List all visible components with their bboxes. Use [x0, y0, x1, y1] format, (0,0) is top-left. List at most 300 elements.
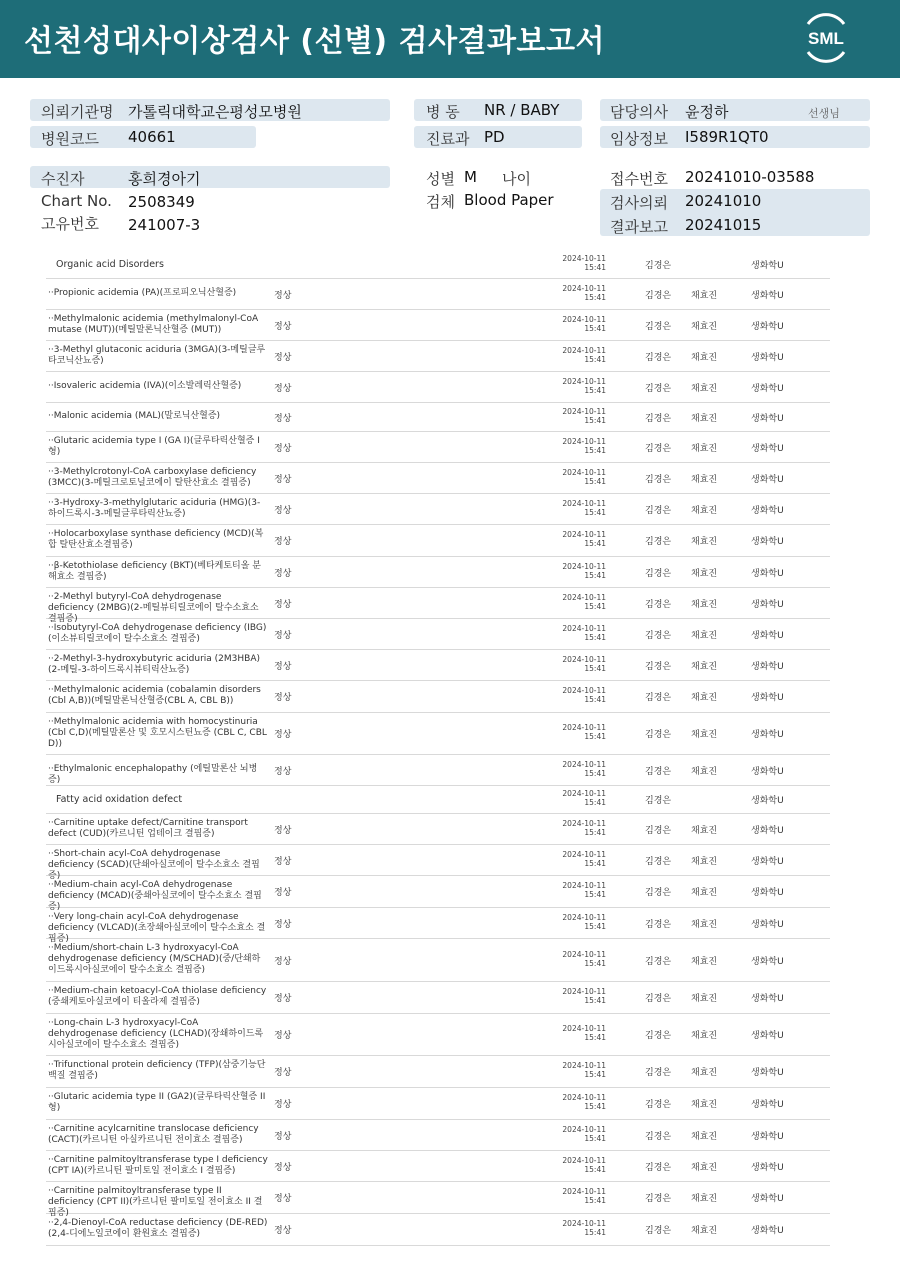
- test-result: 정상: [274, 1162, 292, 1173]
- reporter-name: 김경은: [645, 505, 672, 516]
- table-row: [46, 1213, 830, 1246]
- verifier-name: 채효진: [691, 856, 718, 867]
- lab-section: 생화학U: [751, 1131, 784, 1142]
- result-date: 2024-10-11: [562, 789, 606, 798]
- lab-section: 생화학U: [751, 321, 784, 332]
- result-time: 15:41: [584, 890, 606, 899]
- lab-section: 생화학U: [751, 568, 784, 579]
- test-name: ··3-Methylcrotonyl-CoA carboxylase deficiency (3MCC)(3-메틸크로토닐코에이 탈탄산효소 결핍증): [48, 466, 257, 488]
- lab-section: 생화학U: [751, 888, 784, 898]
- result-time: 15:41: [584, 768, 606, 778]
- table-row: [46, 712, 830, 755]
- result-datetime: [556, 1219, 606, 1237]
- test-name: Organic acid Disorders: [56, 258, 164, 270]
- result-time: 15:41: [584, 539, 606, 548]
- doctor-suffix: 선생님: [808, 107, 840, 120]
- test-result: 정상: [274, 1226, 292, 1236]
- result-datetime: [556, 1024, 606, 1042]
- test-name: ··Carnitine acylcarnitine translocase deficiency (CACT)(카르니틴 아실카르니틴 전이효소 결핍증): [48, 1123, 259, 1145]
- result-datetime: [556, 468, 606, 486]
- test-result: 정상: [274, 599, 292, 610]
- result-date: 2024-10-11: [562, 759, 606, 769]
- test-name: ··Isovaleric acidemia (IVA)(이소발레릭산혈증): [48, 381, 242, 391]
- result-time: 15:41: [584, 415, 606, 425]
- verifier-name: 채효진: [691, 321, 718, 332]
- test-result: 정상: [274, 630, 292, 641]
- verifier-name: 채효진: [691, 630, 718, 641]
- test-result: 정상: [274, 1031, 292, 1041]
- result-time: 15:41: [584, 1033, 606, 1042]
- verifier-name: 채효진: [691, 956, 718, 967]
- table-row: [46, 649, 830, 681]
- reporter-name: 김경은: [645, 1131, 672, 1142]
- chart-value: 2508349: [128, 193, 195, 211]
- reporter-name: 김경은: [645, 919, 672, 930]
- table-row: [46, 587, 830, 624]
- result-date: 2024-10-11: [562, 1219, 606, 1228]
- specimen-label: 검체: [426, 193, 455, 211]
- test-name: ··Medium-chain ketoacyl-CoA thiolase deficiency (중쇄케토아실코에이 티올라제 결핍증): [48, 986, 267, 1007]
- verifier-name: 채효진: [691, 919, 718, 930]
- lab-section: 생화학U: [751, 505, 784, 516]
- verifier-name: 채효진: [691, 505, 718, 516]
- result-datetime: [556, 593, 606, 611]
- lab-section: 생화학U: [751, 1068, 784, 1078]
- test-name: ··Carnitine palmitoyltransferase type II deficiency (CPT II)(카르니틴 팔미토일 전이효소 II 결핍증): [48, 1186, 263, 1218]
- dept-value: PD: [484, 128, 505, 146]
- table-row: [46, 938, 830, 982]
- result-date: 2024-10-11: [562, 1093, 606, 1102]
- lab-section: 생화학U: [751, 766, 784, 777]
- test-result: 정상: [274, 383, 292, 394]
- table-row: [46, 680, 830, 713]
- result-datetime: [556, 950, 606, 968]
- result-time: 15:41: [584, 695, 606, 704]
- test-name: ··Malonic acidemia (MAL)(말로닉산혈증): [48, 411, 221, 421]
- test-name: ··Medium/short-chain L-3 hydroxyacyl-CoA dehydrogenase deficiency (M/SCHAD)(중/단쇄하이드록시아실코에이 탈수소효소 결핍증): [48, 943, 261, 975]
- verifier-name: 채효진: [691, 568, 718, 579]
- test-name: ··Ethylmalonic encephalopathy (에틸말론산 뇌병증): [48, 764, 258, 785]
- verifier-name: 채효진: [691, 1031, 718, 1041]
- table-row: [46, 844, 830, 881]
- verifier-name: 채효진: [691, 661, 718, 672]
- lab-section: 생화학U: [751, 383, 784, 394]
- verifier-name: 채효진: [691, 766, 718, 777]
- test-result: 정상: [274, 352, 292, 363]
- table-row: [46, 493, 830, 525]
- result-date: 2024-10-11: [562, 623, 606, 633]
- test-name: ··β-Ketothiolase deficiency (BKT)(베타케토티올 분해효소 결핍증): [48, 560, 261, 582]
- chart-label: Chart No.: [41, 192, 112, 210]
- verifier-name: 채효진: [691, 1100, 718, 1110]
- reporter-name: 김경은: [645, 630, 672, 641]
- result-date: 2024-10-11: [562, 686, 606, 695]
- table-row: [46, 1055, 830, 1088]
- reporter-name: 김경은: [645, 474, 672, 485]
- result-datetime: [556, 881, 606, 899]
- result-time: 15:41: [584, 1164, 606, 1174]
- result-date: 2024-10-11: [562, 376, 606, 386]
- result-date: 2024-10-11: [562, 818, 606, 828]
- test-name: ··3-Methyl glutaconic aciduria (3MGA)(3-메틸글루타코닉산뇨증): [48, 344, 266, 366]
- result-datetime: [556, 284, 606, 302]
- test-result: 정상: [274, 888, 292, 898]
- lab-section: 생화학U: [751, 856, 784, 867]
- reporter-name: 김경은: [645, 599, 672, 610]
- test-name: ··Carnitine palmitoyltransferase type I deficiency (CPT IA)(카르니틴 팔미토일 전이효소 I 결핍증): [48, 1154, 268, 1176]
- lab-section: 생화학U: [751, 290, 784, 301]
- result-date: 2024-10-11: [562, 849, 606, 859]
- test-name: ··Propionic acidemia (PA)(프로피오닉산혈증): [48, 288, 237, 298]
- lab-section: 생화학U: [751, 730, 784, 740]
- result-time: 15:41: [584, 1070, 606, 1079]
- result-time: 15:41: [584, 827, 606, 837]
- verifier-name: 채효진: [691, 413, 718, 424]
- reporter-name: 김경은: [645, 1194, 672, 1204]
- result-date: 2024-10-11: [562, 723, 606, 732]
- result-datetime: [556, 1061, 606, 1079]
- reporter-name: 김경은: [645, 661, 672, 672]
- result-datetime: [556, 1093, 606, 1111]
- result-time: 15:41: [584, 445, 606, 455]
- test-result: 정상: [274, 1100, 292, 1110]
- verifier-name: 채효진: [691, 1131, 718, 1142]
- table-row: [46, 1087, 830, 1120]
- test-name: ··Carnitine uptake defect/Carnitine transport defect (CUD)(카르니틴 업테이크 결핍증): [48, 817, 248, 839]
- lab-section: 생화학U: [751, 1162, 784, 1173]
- reporter-name: 김경은: [645, 956, 672, 967]
- result-datetime: [556, 913, 606, 931]
- lab-section: 생화학U: [751, 1031, 784, 1041]
- result-datetime: [556, 850, 606, 868]
- clinical-value: I589R1QT0: [685, 128, 769, 146]
- table-row: [46, 1119, 830, 1151]
- reporter-name: 김경은: [645, 796, 672, 806]
- test-name: Fatty acid oxidation defect: [56, 793, 183, 805]
- test-name: ··2,4-Dienoyl-CoA reductase deficiency (DE-RED)(2,4-디에노일코에이 환원효소 결핍증): [48, 1218, 268, 1239]
- verifier-name: 채효진: [691, 474, 718, 485]
- reporter-name: 김경은: [645, 568, 672, 579]
- lab-section: 생화학U: [751, 796, 784, 806]
- result-time: 15:41: [584, 385, 606, 395]
- result-time: 15:41: [584, 1196, 606, 1205]
- test-name: ··2-Methyl butyryl-CoA dehydrogenase deficiency (2MBG)(2-메틸뷰티릴코에이 탈수소효소 결핍증): [48, 591, 259, 624]
- result-time: 15:41: [584, 996, 606, 1005]
- result-date: 2024-10-11: [562, 314, 606, 324]
- result-date: 2024-10-11: [562, 345, 606, 355]
- hospital-code-value: 40661: [128, 128, 176, 146]
- result-date: 2024-10-11: [562, 467, 606, 477]
- sex-label: 성별: [426, 170, 455, 188]
- verifier-name: 채효진: [691, 888, 718, 898]
- verifier-name: 채효진: [691, 290, 718, 301]
- test-name: ··Methylmalonic acidemia (cobalamin disorders (Cbl A,B))(메틸말론닉산혈증(CBL A, CBL B)): [48, 685, 261, 706]
- result-datetime: [556, 346, 606, 364]
- lab-section: 생화학U: [751, 994, 784, 1004]
- result-time: 15:41: [584, 476, 606, 486]
- test-name: ··Glutaric acidemia type II (GA2)(글루타릭산혈증 II 형): [48, 1092, 266, 1113]
- result-datetime: [556, 562, 606, 580]
- reporter-name: 김경은: [645, 888, 672, 898]
- test-name: ··3-Hydroxy-3-methylglutaric aciduria (HMG)(3-하이드록시-3-메틸글루타릭산뇨증): [48, 497, 261, 519]
- test-name: ··2-Methyl-3-hydroxybutyric aciduria (2M3HBA)(2-메틸-3-하이드록시뷰티릭산뇨증): [48, 653, 260, 675]
- sex-value: M: [464, 168, 477, 186]
- clinical-label: 임상정보: [610, 130, 668, 148]
- table-row: [46, 462, 830, 494]
- result-time: 15:41: [584, 798, 606, 807]
- section-row: [46, 785, 830, 814]
- result-datetime: [556, 1156, 606, 1174]
- result-date: 2024-10-11: [562, 1124, 606, 1134]
- dept-label: 진료과: [426, 130, 470, 148]
- test-result: 정상: [274, 856, 292, 867]
- reporter-name: 김경은: [645, 856, 672, 867]
- result-date: 2024-10-11: [562, 283, 606, 293]
- verifier-name: 채효진: [691, 537, 718, 547]
- result-datetime: [556, 819, 606, 837]
- result-time: 15:41: [584, 663, 606, 673]
- result-datetime: [556, 437, 606, 455]
- verifier-name: 채효진: [691, 1068, 718, 1078]
- lab-section: 생화학U: [751, 413, 784, 424]
- result-date: 2024-10-11: [562, 592, 606, 602]
- doctor-value: 윤정하: [685, 103, 729, 121]
- receipt-label: 접수번호: [610, 170, 668, 188]
- test-result: 정상: [274, 568, 292, 579]
- table-row: [46, 1013, 830, 1056]
- result-datetime: [556, 789, 606, 807]
- verifier-name: 채효진: [691, 599, 718, 610]
- test-result: 정상: [274, 474, 292, 485]
- result-datetime: [556, 530, 606, 548]
- verifier-name: 채효진: [691, 443, 718, 454]
- reporter-name: 김경은: [645, 383, 672, 394]
- result-time: 15:41: [584, 732, 606, 741]
- reporter-name: 김경은: [645, 1031, 672, 1041]
- result-datetime: [556, 315, 606, 333]
- result-time: 15:41: [584, 292, 606, 302]
- unique-label: 고유번호: [41, 215, 99, 233]
- result-time: 15:41: [584, 1228, 606, 1237]
- result-time: 15:41: [584, 570, 606, 580]
- result-date: 2024-10-11: [562, 1024, 606, 1033]
- test-name: ··Short-chain acyl-CoA dehydrogenase deficiency (SCAD)(단쇄아실코에이 탈수소효소 결핍증): [48, 848, 260, 881]
- table-row: [46, 1181, 830, 1218]
- result-time: 15:41: [584, 323, 606, 333]
- patient-label: 수진자: [41, 170, 85, 188]
- verifier-name: 채효진: [691, 1194, 718, 1204]
- table-row: [46, 754, 830, 786]
- reporter-name: 김경은: [645, 352, 672, 363]
- request-value: 20241010: [685, 192, 762, 210]
- reporter-name: 김경은: [645, 994, 672, 1004]
- result-time: 15:41: [584, 1133, 606, 1143]
- verifier-name: 채효진: [691, 352, 718, 363]
- result-date: 2024-10-11: [562, 406, 606, 416]
- reporter-name: 김경은: [645, 1068, 672, 1078]
- table-row: [46, 556, 830, 588]
- age-label: 나이: [502, 170, 531, 188]
- result-date: 2024-10-11: [562, 1187, 606, 1196]
- test-result: 정상: [274, 661, 292, 672]
- report-header: [0, 0, 900, 78]
- reporter-name: 김경은: [645, 537, 672, 547]
- test-result: 정상: [274, 443, 292, 454]
- lab-section: 생화학U: [751, 1100, 784, 1110]
- test-name: ··Methylmalonic acidemia with homocystinuria (Cbl C,D)(메틸말론산 및 호모시스틴뇨증 (CBL C, CBL D)): [48, 716, 267, 749]
- result-time: 15:41: [584, 507, 606, 517]
- lab-section: 생화학U: [751, 630, 784, 641]
- result-date: 2024-10-11: [562, 1061, 606, 1070]
- result-date: 2024-10-11: [562, 254, 606, 263]
- patient-value: 홍희경아기: [128, 170, 201, 188]
- result-time: 15:41: [584, 858, 606, 868]
- test-result: 정상: [274, 1131, 292, 1142]
- table-row: [46, 524, 830, 557]
- request-label: 검사의뢰: [610, 194, 668, 212]
- result-date: 2024-10-11: [562, 530, 606, 539]
- test-result: 정상: [274, 994, 292, 1004]
- reporter-name: 김경은: [645, 413, 672, 424]
- lab-section: 생화학U: [751, 661, 784, 672]
- lab-section: 생화학U: [751, 443, 784, 454]
- result-date: 2024-10-11: [562, 912, 606, 922]
- lab-section: 생화학U: [751, 474, 784, 485]
- test-result: 정상: [274, 1194, 292, 1204]
- lab-section: 생화학U: [751, 825, 784, 836]
- table-row: [46, 907, 830, 944]
- test-result: 정상: [274, 956, 292, 967]
- result-time: 15:41: [584, 354, 606, 364]
- section-row: [46, 250, 830, 279]
- test-result: 정상: [274, 537, 292, 547]
- lab-section: 생화학U: [751, 693, 784, 703]
- result-datetime: [556, 1187, 606, 1205]
- verifier-name: 채효진: [691, 730, 718, 740]
- result-date: 2024-10-11: [562, 949, 606, 959]
- table-row: [46, 402, 830, 432]
- reporter-name: 김경은: [645, 766, 672, 777]
- result-datetime: [556, 1125, 606, 1143]
- table-row: [46, 1150, 830, 1182]
- test-name: ··Long-chain L-3 hydroxyacyl-CoA dehydrogenase deficiency (LCHAD)(장쇄하이드록시아실코에이 탈수소효소 결핍증): [48, 1017, 264, 1050]
- reporter-name: 김경은: [645, 1226, 672, 1236]
- result-date: 2024-10-11: [562, 561, 606, 571]
- hospital-code-label: 병원코드: [41, 130, 99, 148]
- test-result: 정상: [274, 919, 292, 930]
- test-result: 정상: [274, 825, 292, 836]
- table-row: [46, 309, 830, 341]
- result-datetime: [556, 499, 606, 517]
- result-date: 2024-10-11: [562, 987, 606, 996]
- sml-logo-icon: [796, 10, 856, 66]
- verifier-name: 채효진: [691, 825, 718, 836]
- reporter-name: 김경은: [645, 730, 672, 740]
- result-time: 15:41: [584, 263, 606, 272]
- test-name: ··Trifunctional protein deficiency (TFP)(삼중기능단백질 결핍증): [48, 1060, 266, 1081]
- test-name: ··Medium-chain acyl-CoA dehydrogenase deficiency (MCAD)(중쇄아실코에이 탈수소효소 결핍증): [48, 880, 262, 912]
- result-date: 2024-10-11: [562, 498, 606, 508]
- result-date: 2024-10-11: [562, 436, 606, 446]
- table-row: [46, 431, 830, 463]
- verifier-name: 채효진: [691, 1162, 718, 1173]
- test-result: 정상: [274, 505, 292, 516]
- lab-section: 생화학U: [751, 599, 784, 610]
- receipt-value: 20241010-03588: [685, 168, 815, 186]
- result-time: 15:41: [584, 601, 606, 611]
- verifier-name: 채효진: [691, 994, 718, 1004]
- result-time: 15:41: [584, 632, 606, 642]
- lab-section: 생화학U: [751, 352, 784, 363]
- result-date: 2024-10-11: [562, 881, 606, 890]
- test-name: ··Isobutyryl-CoA dehydrogenase deficiency (IBG)(이소뷰티릴코에이 탈수소효소 결핍증): [48, 622, 267, 644]
- reporter-name: 김경은: [645, 825, 672, 836]
- verifier-name: 채효진: [691, 693, 718, 703]
- doctor-label: 담당의사: [610, 103, 668, 121]
- result-datetime: [556, 760, 606, 778]
- table-row: [46, 813, 830, 845]
- table-row: [46, 278, 830, 310]
- institution-value: 가톨릭대학교은평성모병원: [128, 103, 302, 121]
- result-datetime: [556, 723, 606, 741]
- result-datetime: [556, 655, 606, 673]
- test-result: 정상: [274, 766, 292, 777]
- test-name: ··Methylmalonic acidemia (methylmalonyl-CoA mutase (MUT))(메틸말론닉산혈증 (MUT)): [48, 313, 259, 335]
- logo-text: SML: [808, 29, 844, 48]
- table-row: [46, 618, 830, 650]
- result-datetime: [556, 987, 606, 1005]
- result-time: 15:41: [584, 1102, 606, 1111]
- lab-section: 생화학U: [751, 919, 784, 930]
- lab-section: 생화학U: [751, 956, 784, 967]
- test-result: 정상: [274, 321, 292, 332]
- specimen-value: Blood Paper: [464, 191, 554, 209]
- table-row: [46, 371, 830, 403]
- reporter-name: 김경은: [645, 443, 672, 454]
- test-result: 정상: [274, 693, 292, 703]
- lab-section: 생화학U: [751, 261, 784, 271]
- reporter-name: 김경은: [645, 261, 672, 271]
- result-date: 2024-10-11: [562, 1155, 606, 1165]
- ward-label: 병 동: [426, 103, 460, 121]
- ward-value: NR / BABY: [484, 101, 560, 119]
- reporter-name: 김경은: [645, 1162, 672, 1173]
- lab-section: 생화학U: [751, 537, 784, 547]
- reporter-name: 김경은: [645, 321, 672, 332]
- result-time: 15:41: [584, 921, 606, 931]
- result-datetime: [556, 624, 606, 642]
- test-name: ··Glutaric acidemia type I (GA I)(글루타릭산혈증 I 형): [48, 435, 260, 457]
- lab-section: 생화학U: [751, 1226, 784, 1236]
- test-result: 정상: [274, 290, 292, 301]
- result-time: 15:41: [584, 958, 606, 968]
- test-result: 정상: [274, 730, 292, 740]
- report-label: 결과보고: [610, 218, 668, 236]
- test-result: 정상: [274, 413, 292, 424]
- result-date: 2024-10-11: [562, 654, 606, 664]
- table-row: [46, 340, 830, 372]
- test-name: ··Holocarboxylase synthase deficiency (MCD)(복합 탈탄산효소결핍증): [48, 529, 264, 550]
- institution-label: 의뢰기관명: [41, 103, 114, 121]
- result-datetime: [556, 254, 606, 272]
- verifier-name: 채효진: [691, 383, 718, 394]
- table-row: [46, 875, 830, 912]
- result-datetime: [556, 407, 606, 425]
- test-result: 정상: [274, 1068, 292, 1078]
- reporter-name: 김경은: [645, 1100, 672, 1110]
- verifier-name: 채효진: [691, 1226, 718, 1236]
- lab-section: 생화학U: [751, 1194, 784, 1204]
